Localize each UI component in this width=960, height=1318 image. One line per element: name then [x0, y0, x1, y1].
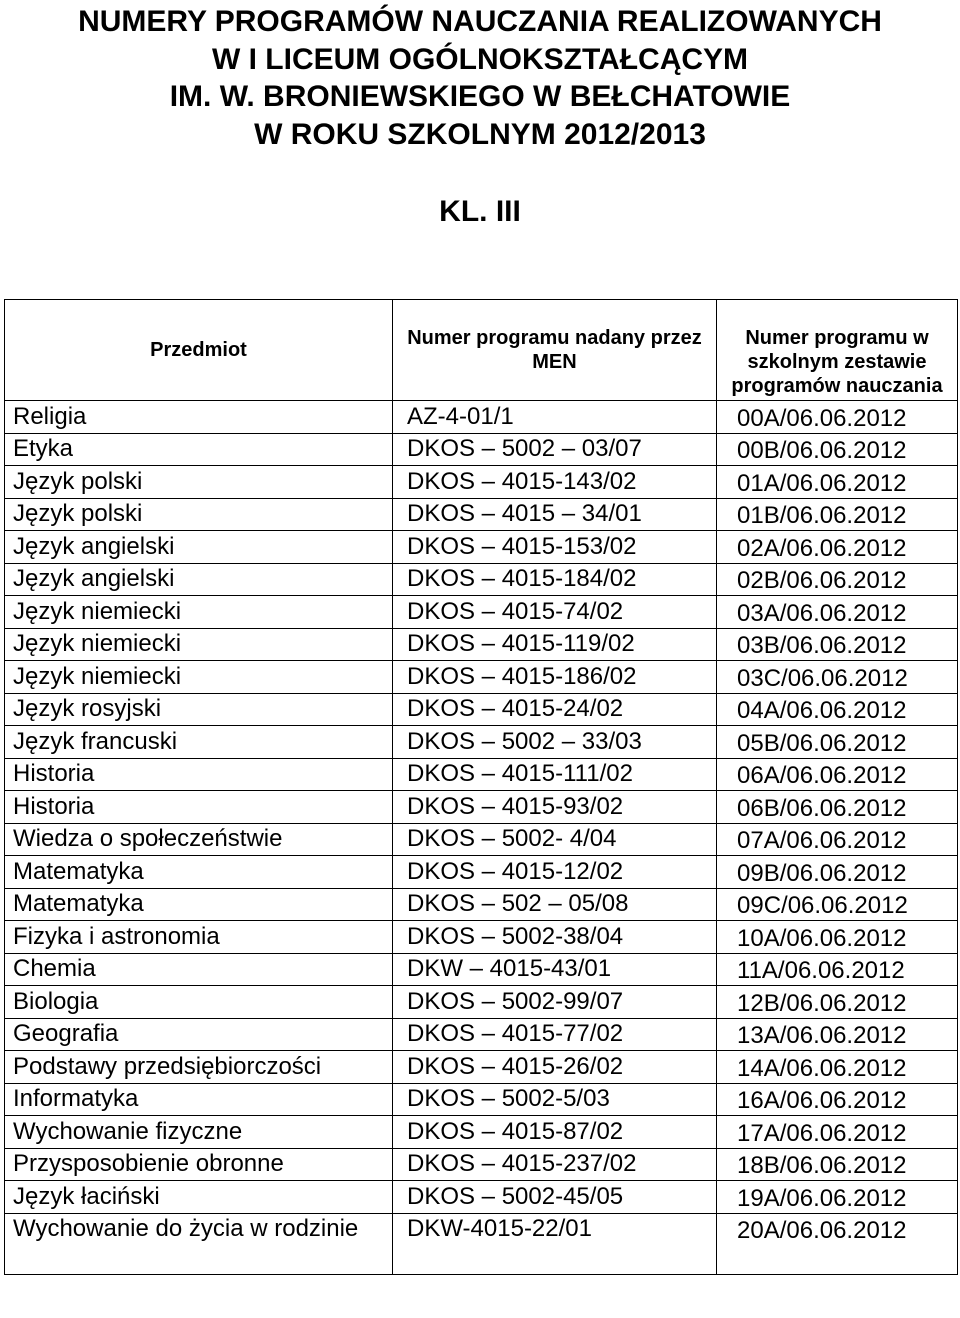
men-number-cell: DKOS – 4015-111/02 [393, 758, 717, 791]
school-number-cell: 12B/06.06.2012 [717, 986, 958, 1019]
table-row [5, 433, 958, 466]
table-row [5, 1051, 958, 1084]
subject-cell: Podstawy przedsiębiorczości [5, 1051, 393, 1084]
school-number-cell: 09C/06.06.2012 [717, 888, 958, 921]
subject-cell: Historia [5, 791, 393, 824]
men-number-cell: DKOS – 4015-93/02 [393, 791, 717, 824]
men-number-cell: DKOS – 4015-237/02 [393, 1148, 717, 1181]
subject-cell: Historia [5, 758, 393, 791]
men-number-cell: DKOS – 4015-184/02 [393, 563, 717, 596]
table-row [5, 1213, 958, 1274]
table-header-row [5, 300, 958, 401]
school-number-cell: 03C/06.06.2012 [717, 661, 958, 694]
table-row [5, 563, 958, 596]
school-number-cell: 07A/06.06.2012 [717, 823, 958, 856]
men-number-cell: DKOS – 4015-77/02 [393, 1018, 717, 1051]
title-line-1: NUMERY PROGRAMÓW NAUCZANIA REALIZOWANYCH [78, 5, 882, 38]
men-number-cell: DKOS – 4015-12/02 [393, 856, 717, 889]
table-row [5, 726, 958, 759]
subject-cell: Wychowanie fizyczne [5, 1116, 393, 1149]
subject-cell: Etyka [5, 433, 393, 466]
school-number-cell: 20A/06.06.2012 [717, 1213, 958, 1274]
school-number-cell: 13A/06.06.2012 [717, 1018, 958, 1051]
table-row [5, 693, 958, 726]
table-row [5, 1181, 958, 1214]
programs-table [4, 299, 958, 1275]
table-row [5, 888, 958, 921]
table-row [5, 791, 958, 824]
table-row [5, 1116, 958, 1149]
subject-cell: Religia [5, 401, 393, 434]
table-row [5, 986, 958, 1019]
men-number-cell: DKOS – 4015-74/02 [393, 596, 717, 629]
table-row [5, 856, 958, 889]
men-number-cell: DKOS – 502 – 05/08 [393, 888, 717, 921]
header-men-number: Numer programu nadany przez MEN [393, 300, 717, 401]
table-row [5, 498, 958, 531]
men-number-cell: DKOS – 5002 – 33/03 [393, 726, 717, 759]
table-row [5, 823, 958, 856]
school-number-cell: 06A/06.06.2012 [717, 758, 958, 791]
men-number-cell: DKOS – 4015 – 34/01 [393, 498, 717, 531]
table-row [5, 953, 958, 986]
men-number-cell: DKOS – 5002-99/07 [393, 986, 717, 1019]
men-number-cell: DKOS – 5002-38/04 [393, 921, 717, 954]
men-number-cell: DKOS – 5002 – 03/07 [393, 433, 717, 466]
school-number-cell: 10A/06.06.2012 [717, 921, 958, 954]
subject-cell: Informatyka [5, 1083, 393, 1116]
table-body [5, 401, 958, 1275]
school-number-cell: 19A/06.06.2012 [717, 1181, 958, 1214]
table-row [5, 1148, 958, 1181]
subject-cell: Język rosyjski [5, 693, 393, 726]
subject-cell: Język polski [5, 466, 393, 499]
subject-cell: Język niemiecki [5, 628, 393, 661]
subject-cell: Wychowanie do życia w rodzinie [5, 1213, 393, 1274]
school-number-cell: 06B/06.06.2012 [717, 791, 958, 824]
men-number-cell: DKOS – 4015-26/02 [393, 1051, 717, 1084]
school-number-cell: 00A/06.06.2012 [717, 401, 958, 434]
subject-cell: Język angielski [5, 531, 393, 564]
subject-cell: Język angielski [5, 563, 393, 596]
men-number-cell: DKOS – 4015-143/02 [393, 466, 717, 499]
school-number-cell: 00B/06.06.2012 [717, 433, 958, 466]
subject-cell: Chemia [5, 953, 393, 986]
subject-cell: Wiedza o społeczeństwie [5, 823, 393, 856]
subject-cell: Przysposobienie obronne [5, 1148, 393, 1181]
subject-cell: Matematyka [5, 888, 393, 921]
school-number-cell: 04A/06.06.2012 [717, 693, 958, 726]
school-number-cell: 03B/06.06.2012 [717, 628, 958, 661]
school-number-cell: 02A/06.06.2012 [717, 531, 958, 564]
subject-cell: Język polski [5, 498, 393, 531]
subject-cell: Fizyka i astronomia [5, 921, 393, 954]
subject-cell: Język łaciński [5, 1181, 393, 1214]
men-number-cell: DKOS – 5002-45/05 [393, 1181, 717, 1214]
subject-cell: Matematyka [5, 856, 393, 889]
table-row [5, 921, 958, 954]
table-row [5, 401, 958, 434]
title-line-3: IM. W. BRONIEWSKIEGO W BEŁCHATOWIE [169, 80, 791, 113]
subject-cell: Biologia [5, 986, 393, 1019]
subject-cell: Geografia [5, 1018, 393, 1051]
table-row [5, 628, 958, 661]
men-number-cell: DKW – 4015-43/01 [393, 953, 717, 986]
school-number-cell: 09B/06.06.2012 [717, 856, 958, 889]
title-line-2: W I LICEUM OGÓLNOKSZTAŁCĄCYM [211, 42, 749, 76]
school-number-cell: 05B/06.06.2012 [717, 726, 958, 759]
title-line-4: W ROKU SZKOLNYM 2012/2013 [254, 117, 706, 151]
table-row [5, 1018, 958, 1051]
school-number-cell: 02B/06.06.2012 [717, 563, 958, 596]
men-number-cell: DKOS – 4015-24/02 [393, 693, 717, 726]
header-school-number: Numer programu w szkolnym zestawie programów nauczania [717, 300, 958, 401]
table-row [5, 1083, 958, 1116]
men-number-cell: DKOS – 4015-119/02 [393, 628, 717, 661]
school-number-cell: 03A/06.06.2012 [717, 596, 958, 629]
subject-cell: Język niemiecki [5, 661, 393, 694]
subject-cell: Język niemiecki [5, 596, 393, 629]
table-row [5, 596, 958, 629]
school-number-cell: 01A/06.06.2012 [717, 466, 958, 499]
men-number-cell: DKOS – 5002-5/03 [393, 1083, 717, 1116]
table-row [5, 466, 958, 499]
school-number-cell: 11A/06.06.2012 [717, 953, 958, 986]
header-subject: Przedmiot [5, 300, 393, 401]
subject-cell: Język francuski [5, 726, 393, 759]
class-label: KL. III [439, 195, 521, 228]
school-number-cell: 01B/06.06.2012 [717, 498, 958, 531]
men-number-cell: DKOS – 5002- 4/04 [393, 823, 717, 856]
men-number-cell: DKOS – 4015-87/02 [393, 1116, 717, 1149]
men-number-cell: DKOS – 4015-153/02 [393, 531, 717, 564]
men-number-cell: DKW-4015-22/01 [393, 1213, 717, 1274]
table-row [5, 531, 958, 564]
table-row [5, 661, 958, 694]
document-title [0, 3, 960, 153]
school-number-cell: 17A/06.06.2012 [717, 1116, 958, 1149]
school-number-cell: 14A/06.06.2012 [717, 1051, 958, 1084]
men-number-cell: AZ-4-01/1 [393, 401, 717, 434]
table-row [5, 758, 958, 791]
school-number-cell: 18B/06.06.2012 [717, 1148, 958, 1181]
men-number-cell: DKOS – 4015-186/02 [393, 661, 717, 694]
school-number-cell: 16A/06.06.2012 [717, 1083, 958, 1116]
